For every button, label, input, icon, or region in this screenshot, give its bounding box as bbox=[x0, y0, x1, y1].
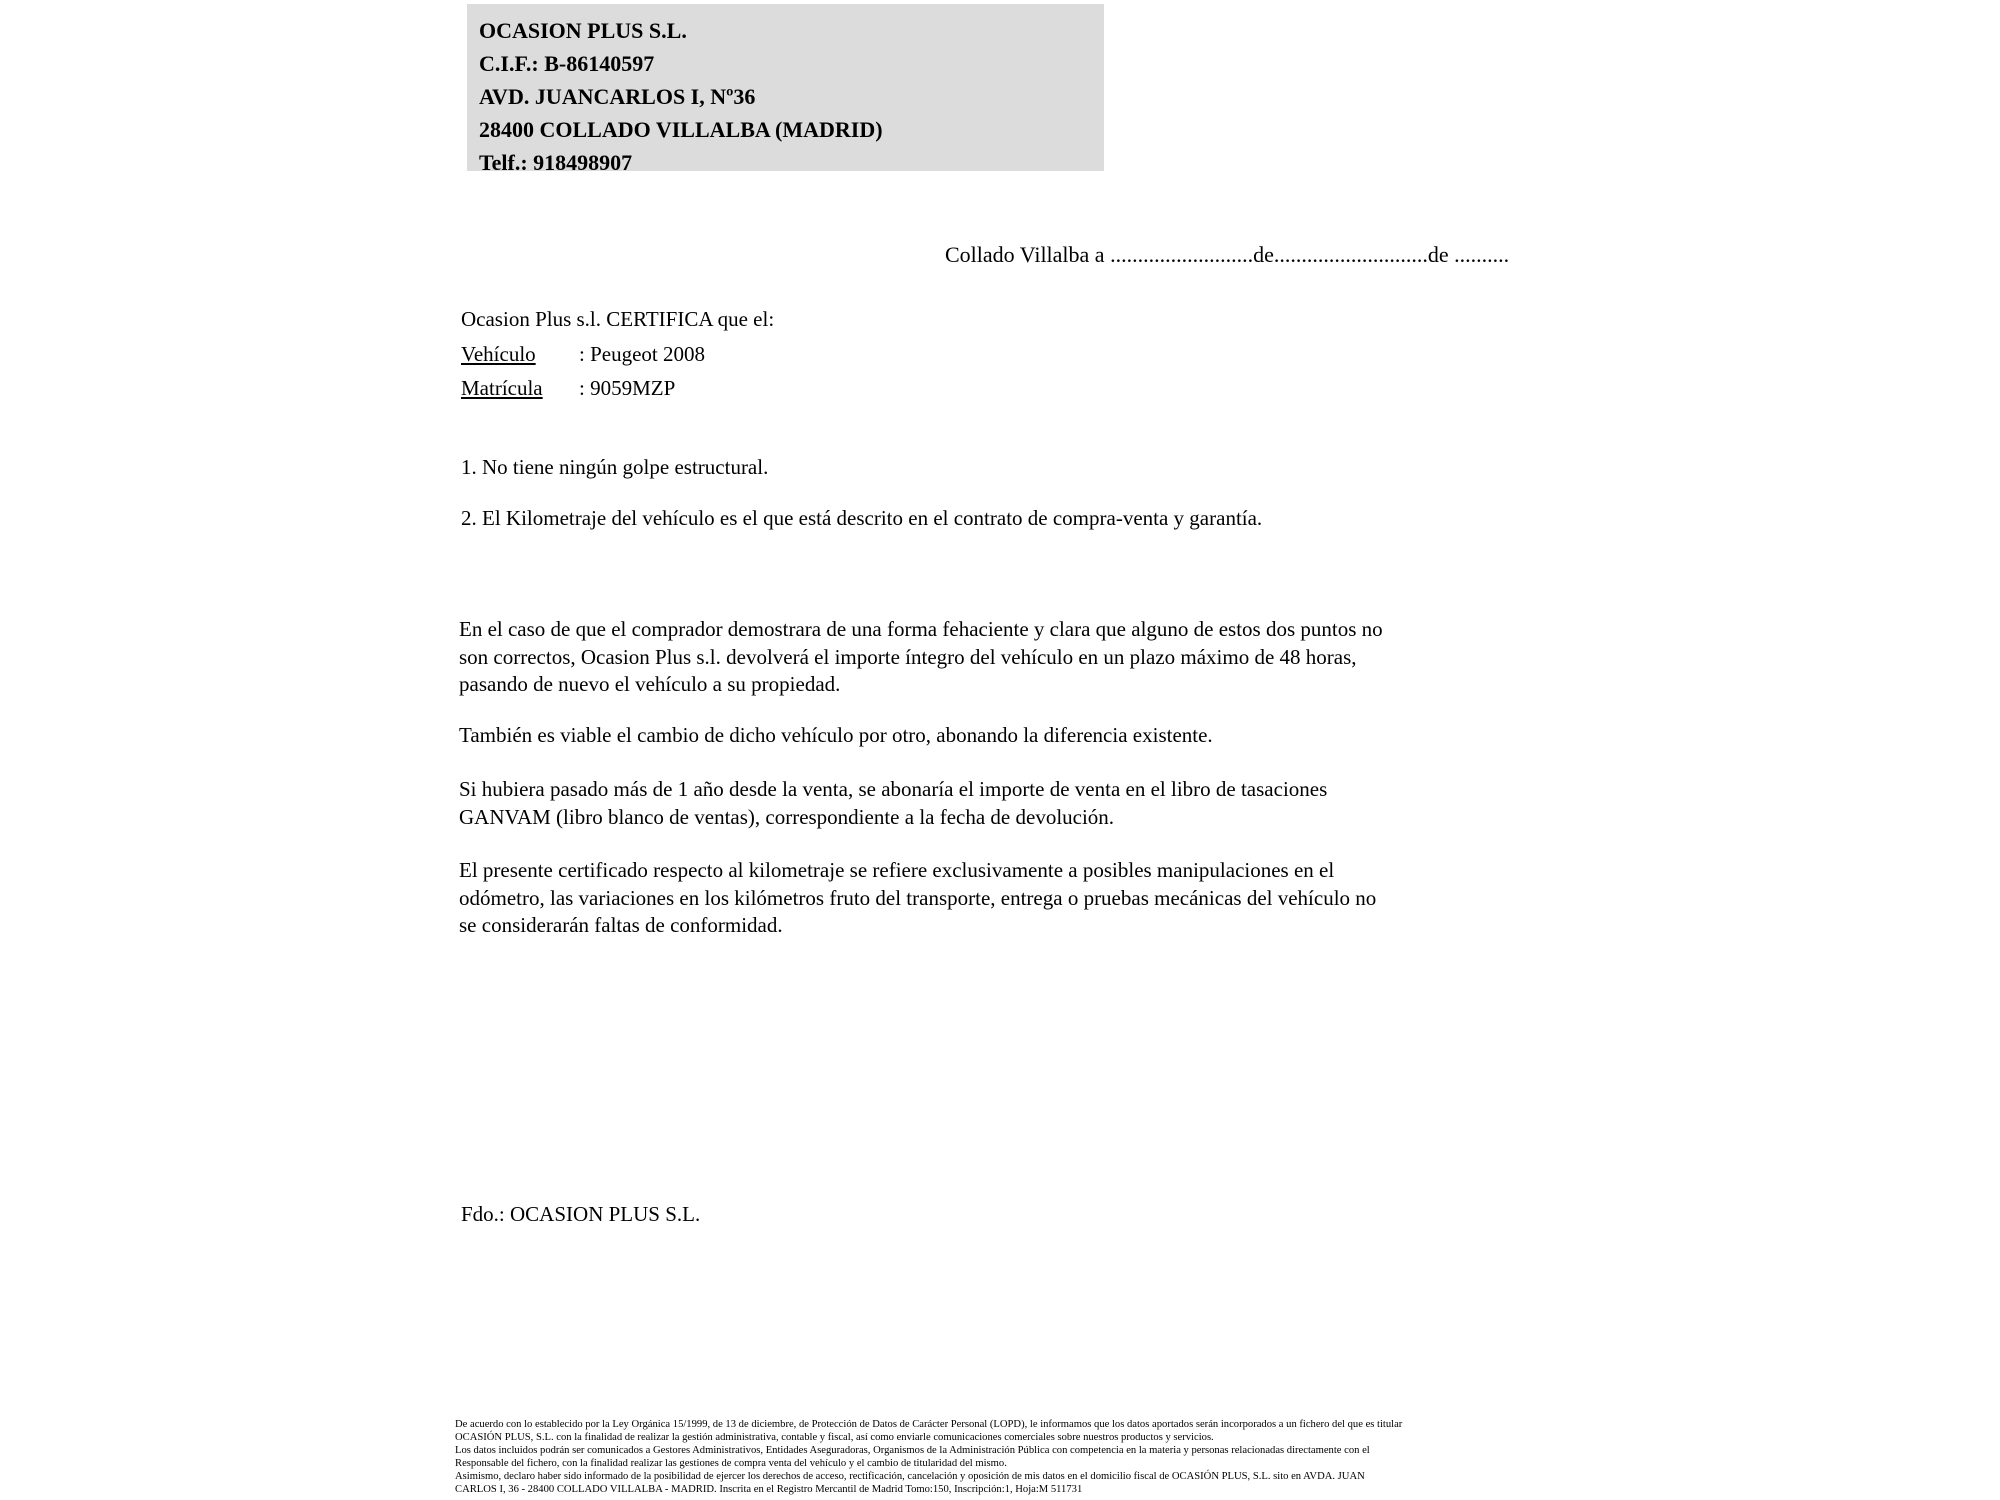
company-address: AVD. JUANCARLOS I, Nº36 bbox=[479, 84, 756, 109]
legal-line: Los datos incluidos podrán ser comunicados a Gestores Administrativos, Entidades Aseguradoras, Organismos de la Administración Pública con competencia en la materia y personas relacionadas directamente con el bbox=[455, 1445, 1370, 1456]
certificate-intro: Ocasion Plus s.l. CERTIFICA que el: bbox=[461, 307, 775, 331]
signature-line: Fdo.: OCASION PLUS S.L. bbox=[461, 1202, 701, 1226]
legal-line: CARLOS I, 36 - 28400 COLLADO VILLALBA - MADRID. Inscrita en el Registro Mercantil de Madrid Tomo:150, Inscripción:1, Hoja:M 511731 bbox=[455, 1484, 1083, 1495]
vehicle-value: : Peugeot 2008 bbox=[579, 341, 705, 366]
plate-field bbox=[461, 371, 774, 406]
vehicle-field bbox=[461, 337, 774, 372]
company-letterhead bbox=[467, 4, 1104, 175]
condition-point-1: 1. No tiene ningún golpe estructural. bbox=[461, 455, 769, 479]
paragraph-line: pasando de nuevo el vehículo a su propiedad. bbox=[459, 672, 841, 696]
vehicle-label: Vehículo bbox=[461, 341, 536, 366]
company-phone: Telf.: 918498907 bbox=[479, 150, 633, 175]
paragraph-line: Si hubiera pasado más de 1 año desde la venta, se abonaría el importe de venta en el libro de tasaciones bbox=[459, 777, 1328, 801]
paragraph-refund bbox=[459, 616, 1383, 699]
company-cif: C.I.F.: B-86140597 bbox=[479, 51, 655, 76]
certificate-block bbox=[461, 302, 774, 406]
paragraph-odometer bbox=[459, 857, 1376, 940]
paragraph-line: se considerarán faltas de conformidad. bbox=[459, 913, 783, 937]
paragraph-line: odómetro, las variaciones en los kilómetros fruto del transporte, entrega o pruebas mecánicas del vehículo no bbox=[459, 885, 1377, 910]
legal-line: Responsable del fichero, con la finalidad realizar las gestiones de compra venta del vehículo y el cambio de titularidad del mismo. bbox=[455, 1458, 1007, 1469]
plate-label: Matrícula bbox=[461, 376, 543, 400]
legal-fine-print bbox=[455, 1418, 1402, 1496]
condition-point-2: 2. El Kilometraje del vehículo es el que está descrito en el contrato de compra-venta y garantía. bbox=[461, 506, 1263, 530]
paragraph-line: El presente certificado respecto al kilometraje se refiere exclusivamente a posibles manipulaciones en el bbox=[459, 858, 1335, 882]
paragraph-line: son correctos, Ocasion Plus s.l. devolverá el importe íntegro del vehículo en un plazo máximo de 48 horas, bbox=[459, 644, 1357, 669]
company-name: OCASION PLUS S.L. bbox=[479, 18, 687, 43]
legal-line: De acuerdo con lo establecido por la Ley Orgánica 15/1999, de 13 de diciembre, de Protección de Datos de Carácter Personal (LOPD), le informamos que los datos aportados serán incorporados a un fichero del que es titular bbox=[455, 1419, 1403, 1430]
paragraph-line: En el caso de que el comprador demostrara de una forma fehaciente y clara que alguno de estos dos puntos no bbox=[459, 617, 1383, 641]
paragraph-line: También es viable el cambio de dicho vehículo por otro, abonando la diferencia existente. bbox=[459, 723, 1213, 747]
paragraph-line: GANVAM (libro blanco de ventas), correspondiente a la fecha de devolución. bbox=[459, 804, 1115, 829]
plate-value: : 9059MZP bbox=[579, 376, 676, 400]
paragraph-ganvam bbox=[459, 776, 1327, 831]
legal-line: OCASIÓN PLUS, S.L. con la finalidad de realizar la gestión administrativa, contable y fiscal, así como enviarle comunicaciones comerciales sobre nuestros productos y servicios. bbox=[455, 1432, 1214, 1443]
date-line: Collado Villalba a ..........................de............................de .......... bbox=[945, 242, 1510, 267]
legal-line: Asimismo, declaro haber sido informado de la posibilidad de ejercer los derechos de acceso, rectificación, cancelación y oposición de mis datos en el domicilio fiscal de OCASIÓN PLUS, S.L. sito en AVDA. JUAN bbox=[455, 1471, 1365, 1482]
paragraph-exchange bbox=[459, 722, 1213, 750]
company-city: 28400 COLLADO VILLALBA (MADRID) bbox=[479, 117, 883, 142]
